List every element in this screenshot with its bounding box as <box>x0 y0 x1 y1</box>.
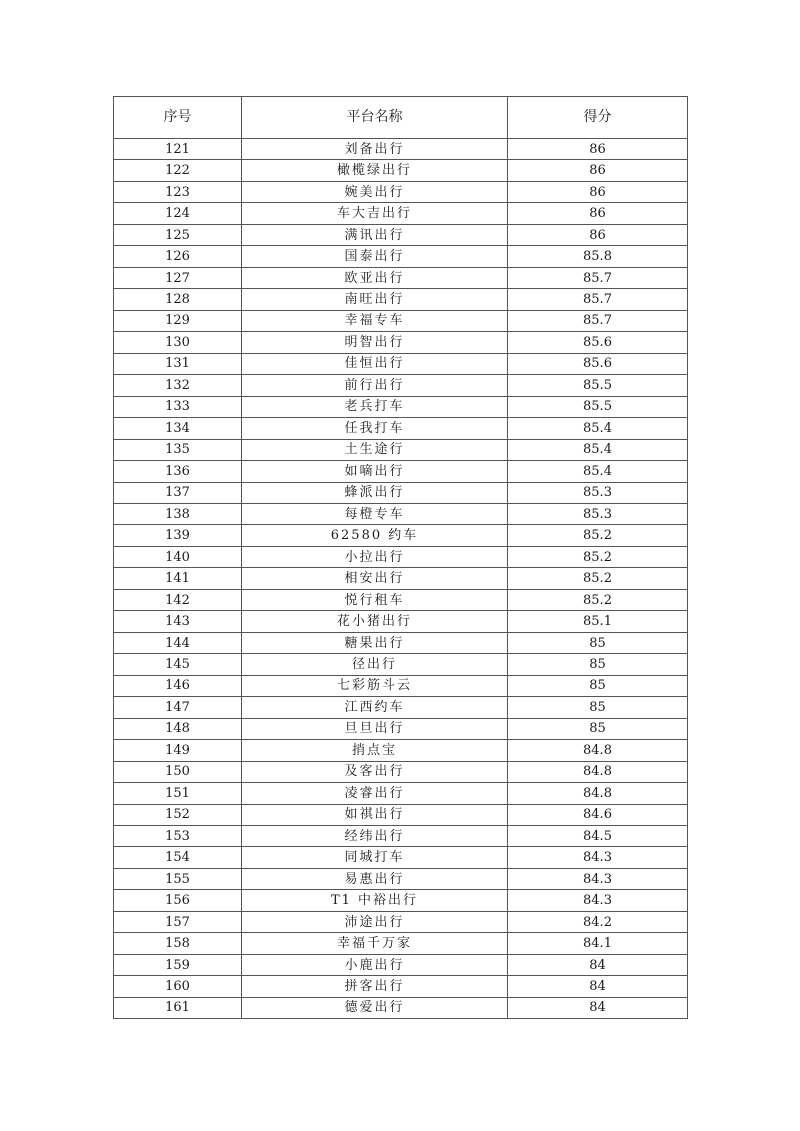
cell-serial-number: 143 <box>114 611 242 632</box>
cell-platform-name: 每橙专车 <box>242 503 508 524</box>
cell-serial-number: 126 <box>114 246 242 267</box>
cell-score: 84 <box>508 954 688 975</box>
cell-platform-name: 七彩筋斗云 <box>242 675 508 696</box>
header-platform-name: 平台名称 <box>242 97 508 139</box>
table-row <box>114 332 688 353</box>
cell-platform-name: 德爱出行 <box>242 997 508 1018</box>
cell-score: 85.5 <box>508 375 688 396</box>
cell-serial-number: 150 <box>114 761 242 782</box>
cell-platform-name: 任我打车 <box>242 418 508 439</box>
table-row <box>114 847 688 868</box>
table-row <box>114 976 688 997</box>
cell-serial-number: 140 <box>114 546 242 567</box>
cell-serial-number: 158 <box>114 933 242 954</box>
cell-score: 86 <box>508 203 688 224</box>
table-row <box>114 139 688 160</box>
cell-serial-number: 139 <box>114 525 242 546</box>
cell-serial-number: 125 <box>114 224 242 245</box>
cell-score: 84.3 <box>508 868 688 889</box>
table-row <box>114 697 688 718</box>
cell-platform-name: 蜂派出行 <box>242 482 508 503</box>
cell-platform-name: 前行出行 <box>242 375 508 396</box>
table-row <box>114 461 688 482</box>
cell-serial-number: 159 <box>114 954 242 975</box>
cell-score: 85 <box>508 675 688 696</box>
cell-score: 85.7 <box>508 267 688 288</box>
cell-score: 85.5 <box>508 396 688 417</box>
table-row <box>114 439 688 460</box>
cell-score: 85.2 <box>508 568 688 589</box>
cell-score: 85.6 <box>508 332 688 353</box>
cell-serial-number: 137 <box>114 482 242 503</box>
cell-platform-name: 相安出行 <box>242 568 508 589</box>
table-row <box>114 568 688 589</box>
table-row <box>114 783 688 804</box>
cell-serial-number: 134 <box>114 418 242 439</box>
cell-platform-name: 小鹿出行 <box>242 954 508 975</box>
cell-score: 85.3 <box>508 503 688 524</box>
cell-score: 85.7 <box>508 289 688 310</box>
cell-serial-number: 133 <box>114 396 242 417</box>
table-row <box>114 868 688 889</box>
cell-serial-number: 123 <box>114 181 242 202</box>
cell-score: 85.2 <box>508 525 688 546</box>
cell-serial-number: 142 <box>114 589 242 610</box>
table-row <box>114 589 688 610</box>
cell-platform-name: 如嘀出行 <box>242 461 508 482</box>
table-row <box>114 396 688 417</box>
cell-score: 84 <box>508 997 688 1018</box>
cell-serial-number: 144 <box>114 632 242 653</box>
cell-serial-number: 127 <box>114 267 242 288</box>
cell-serial-number: 153 <box>114 826 242 847</box>
cell-platform-name: 旦旦出行 <box>242 718 508 739</box>
table-row <box>114 525 688 546</box>
cell-platform-name: 易惠出行 <box>242 868 508 889</box>
table-row <box>114 826 688 847</box>
cell-serial-number: 136 <box>114 461 242 482</box>
cell-platform-name: 捎点宝 <box>242 740 508 761</box>
cell-serial-number: 135 <box>114 439 242 460</box>
cell-score: 84.8 <box>508 761 688 782</box>
cell-platform-name: 拼客出行 <box>242 976 508 997</box>
table-row <box>114 375 688 396</box>
header-serial-number: 序号 <box>114 97 242 139</box>
cell-platform-name: 小拉出行 <box>242 546 508 567</box>
cell-score: 86 <box>508 181 688 202</box>
table-row <box>114 740 688 761</box>
cell-serial-number: 151 <box>114 783 242 804</box>
table-row <box>114 997 688 1018</box>
table-row <box>114 160 688 181</box>
header-score: 得分 <box>508 97 688 139</box>
cell-platform-name: 刘备出行 <box>242 139 508 160</box>
cell-platform-name: 及客出行 <box>242 761 508 782</box>
cell-platform-name: 欧亚出行 <box>242 267 508 288</box>
table-row <box>114 353 688 374</box>
cell-platform-name: 幸福专车 <box>242 310 508 331</box>
cell-platform-name: 江西约车 <box>242 697 508 718</box>
cell-serial-number: 131 <box>114 353 242 374</box>
cell-serial-number: 128 <box>114 289 242 310</box>
cell-score: 85.1 <box>508 611 688 632</box>
cell-score: 84.8 <box>508 783 688 804</box>
cell-serial-number: 152 <box>114 804 242 825</box>
cell-serial-number: 145 <box>114 654 242 675</box>
table-header-row <box>114 97 688 139</box>
cell-serial-number: 160 <box>114 976 242 997</box>
table-row <box>114 611 688 632</box>
cell-serial-number: 138 <box>114 503 242 524</box>
table-row <box>114 181 688 202</box>
cell-score: 84.3 <box>508 847 688 868</box>
table-row <box>114 804 688 825</box>
cell-score: 84 <box>508 976 688 997</box>
table-row <box>114 203 688 224</box>
cell-serial-number: 155 <box>114 868 242 889</box>
cell-score: 85.4 <box>508 439 688 460</box>
cell-score: 86 <box>508 160 688 181</box>
cell-serial-number: 148 <box>114 718 242 739</box>
cell-score: 84.8 <box>508 740 688 761</box>
table-row <box>114 310 688 331</box>
cell-platform-name: 南旺出行 <box>242 289 508 310</box>
cell-serial-number: 132 <box>114 375 242 396</box>
cell-serial-number: 129 <box>114 310 242 331</box>
cell-score: 85.6 <box>508 353 688 374</box>
cell-platform-name: 满讯出行 <box>242 224 508 245</box>
table-row <box>114 718 688 739</box>
cell-platform-name: 径出行 <box>242 654 508 675</box>
cell-serial-number: 141 <box>114 568 242 589</box>
cell-platform-name: 车大吉出行 <box>242 203 508 224</box>
cell-score: 85 <box>508 654 688 675</box>
cell-serial-number: 124 <box>114 203 242 224</box>
table-row <box>114 654 688 675</box>
table-row <box>114 890 688 911</box>
cell-score: 85.3 <box>508 482 688 503</box>
cell-platform-name: 土生途行 <box>242 439 508 460</box>
cell-platform-name: 幸福千万家 <box>242 933 508 954</box>
cell-serial-number: 147 <box>114 697 242 718</box>
cell-score: 84.1 <box>508 933 688 954</box>
table-body <box>114 139 688 1019</box>
cell-serial-number: 149 <box>114 740 242 761</box>
cell-score: 84.2 <box>508 911 688 932</box>
cell-serial-number: 154 <box>114 847 242 868</box>
platform-score-table <box>113 96 688 1019</box>
cell-platform-name: 经纬出行 <box>242 826 508 847</box>
table-row <box>114 546 688 567</box>
cell-score: 85.4 <box>508 461 688 482</box>
table-row <box>114 503 688 524</box>
table-row <box>114 933 688 954</box>
cell-score: 86 <box>508 224 688 245</box>
cell-score: 85.8 <box>508 246 688 267</box>
cell-score: 85.4 <box>508 418 688 439</box>
table-row <box>114 675 688 696</box>
cell-platform-name: 悦行租车 <box>242 589 508 610</box>
cell-platform-name: 同城打车 <box>242 847 508 868</box>
table-row <box>114 289 688 310</box>
cell-serial-number: 146 <box>114 675 242 696</box>
cell-score: 85.2 <box>508 589 688 610</box>
table-row <box>114 954 688 975</box>
cell-platform-name: 国泰出行 <box>242 246 508 267</box>
table-row <box>114 224 688 245</box>
cell-platform-name: 橄榄绿出行 <box>242 160 508 181</box>
cell-score: 85 <box>508 718 688 739</box>
cell-serial-number: 161 <box>114 997 242 1018</box>
cell-platform-name: 佳恒出行 <box>242 353 508 374</box>
table-row <box>114 418 688 439</box>
cell-serial-number: 156 <box>114 890 242 911</box>
cell-platform-name: 沛途出行 <box>242 911 508 932</box>
table-row <box>114 246 688 267</box>
cell-platform-name: 如祺出行 <box>242 804 508 825</box>
table-row <box>114 482 688 503</box>
cell-platform-name: 糖果出行 <box>242 632 508 653</box>
cell-platform-name: 老兵打车 <box>242 396 508 417</box>
cell-platform-name: 凌睿出行 <box>242 783 508 804</box>
cell-serial-number: 122 <box>114 160 242 181</box>
cell-platform-name: T1 中裕出行 <box>242 890 508 911</box>
cell-platform-name: 62580 约车 <box>242 525 508 546</box>
cell-platform-name: 婉美出行 <box>242 181 508 202</box>
cell-serial-number: 157 <box>114 911 242 932</box>
table-row <box>114 267 688 288</box>
cell-score: 84.6 <box>508 804 688 825</box>
table-row <box>114 761 688 782</box>
cell-platform-name: 花小猪出行 <box>242 611 508 632</box>
cell-serial-number: 121 <box>114 139 242 160</box>
table-row <box>114 911 688 932</box>
cell-score: 84.3 <box>508 890 688 911</box>
cell-serial-number: 130 <box>114 332 242 353</box>
cell-score: 85 <box>508 632 688 653</box>
cell-platform-name: 明智出行 <box>242 332 508 353</box>
cell-score: 86 <box>508 139 688 160</box>
cell-score: 85.7 <box>508 310 688 331</box>
cell-score: 84.5 <box>508 826 688 847</box>
cell-score: 85.2 <box>508 546 688 567</box>
cell-score: 85 <box>508 697 688 718</box>
table-row <box>114 632 688 653</box>
